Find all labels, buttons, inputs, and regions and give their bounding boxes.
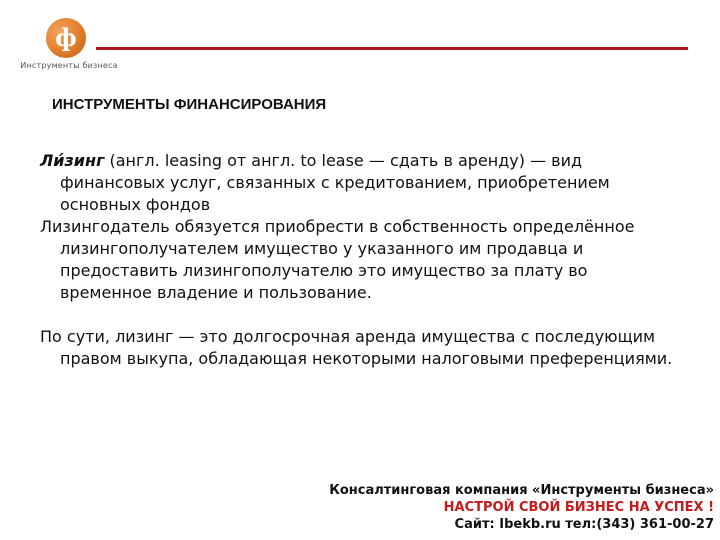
lessor-paragraph: Лизингодатель обязуется приобрести в собственность определённое лизингополучателем имущество у указанного им продавца и предоставить лизингополучателю это имущество за плату во временное владение и пользование.	[40, 217, 635, 302]
footer-contacts: Сайт: Ibekb.ru тел:(343) 361-00-27	[454, 517, 714, 532]
page-title: ИНСТРУМЕНТЫ ФИНАНСИРОВАНИЯ	[52, 96, 327, 113]
company-logo	[14, 18, 124, 74]
logo-text: Инструменты бизнеса	[20, 61, 118, 70]
summary-paragraph: По сути, лизинг — это долгосрочная аренда имущества с последующим правом выкупа, обладающая некоторыми налоговыми преференциями.	[40, 327, 673, 368]
main-content	[40, 150, 680, 370]
footer-company: Консалтинговая компания «Инструменты бизнеса»	[329, 483, 714, 498]
term-leasing: Ли́зинг	[40, 151, 105, 170]
logo-circle-icon	[46, 18, 86, 58]
svg-text:ф: ф	[55, 23, 77, 52]
footer-slogan: НАСТРОЙ СВОЙ БИЗНЕС НА УСПЕХ !	[443, 500, 714, 515]
header-rule	[96, 47, 688, 50]
footer	[329, 482, 714, 533]
definition-paragraph	[40, 150, 680, 216]
definition-text: (англ. leasing от англ. to lease — сдать в аренду) — вид финансовых услуг, связанных с кредитованием, приобретением основных фондов	[60, 151, 610, 214]
